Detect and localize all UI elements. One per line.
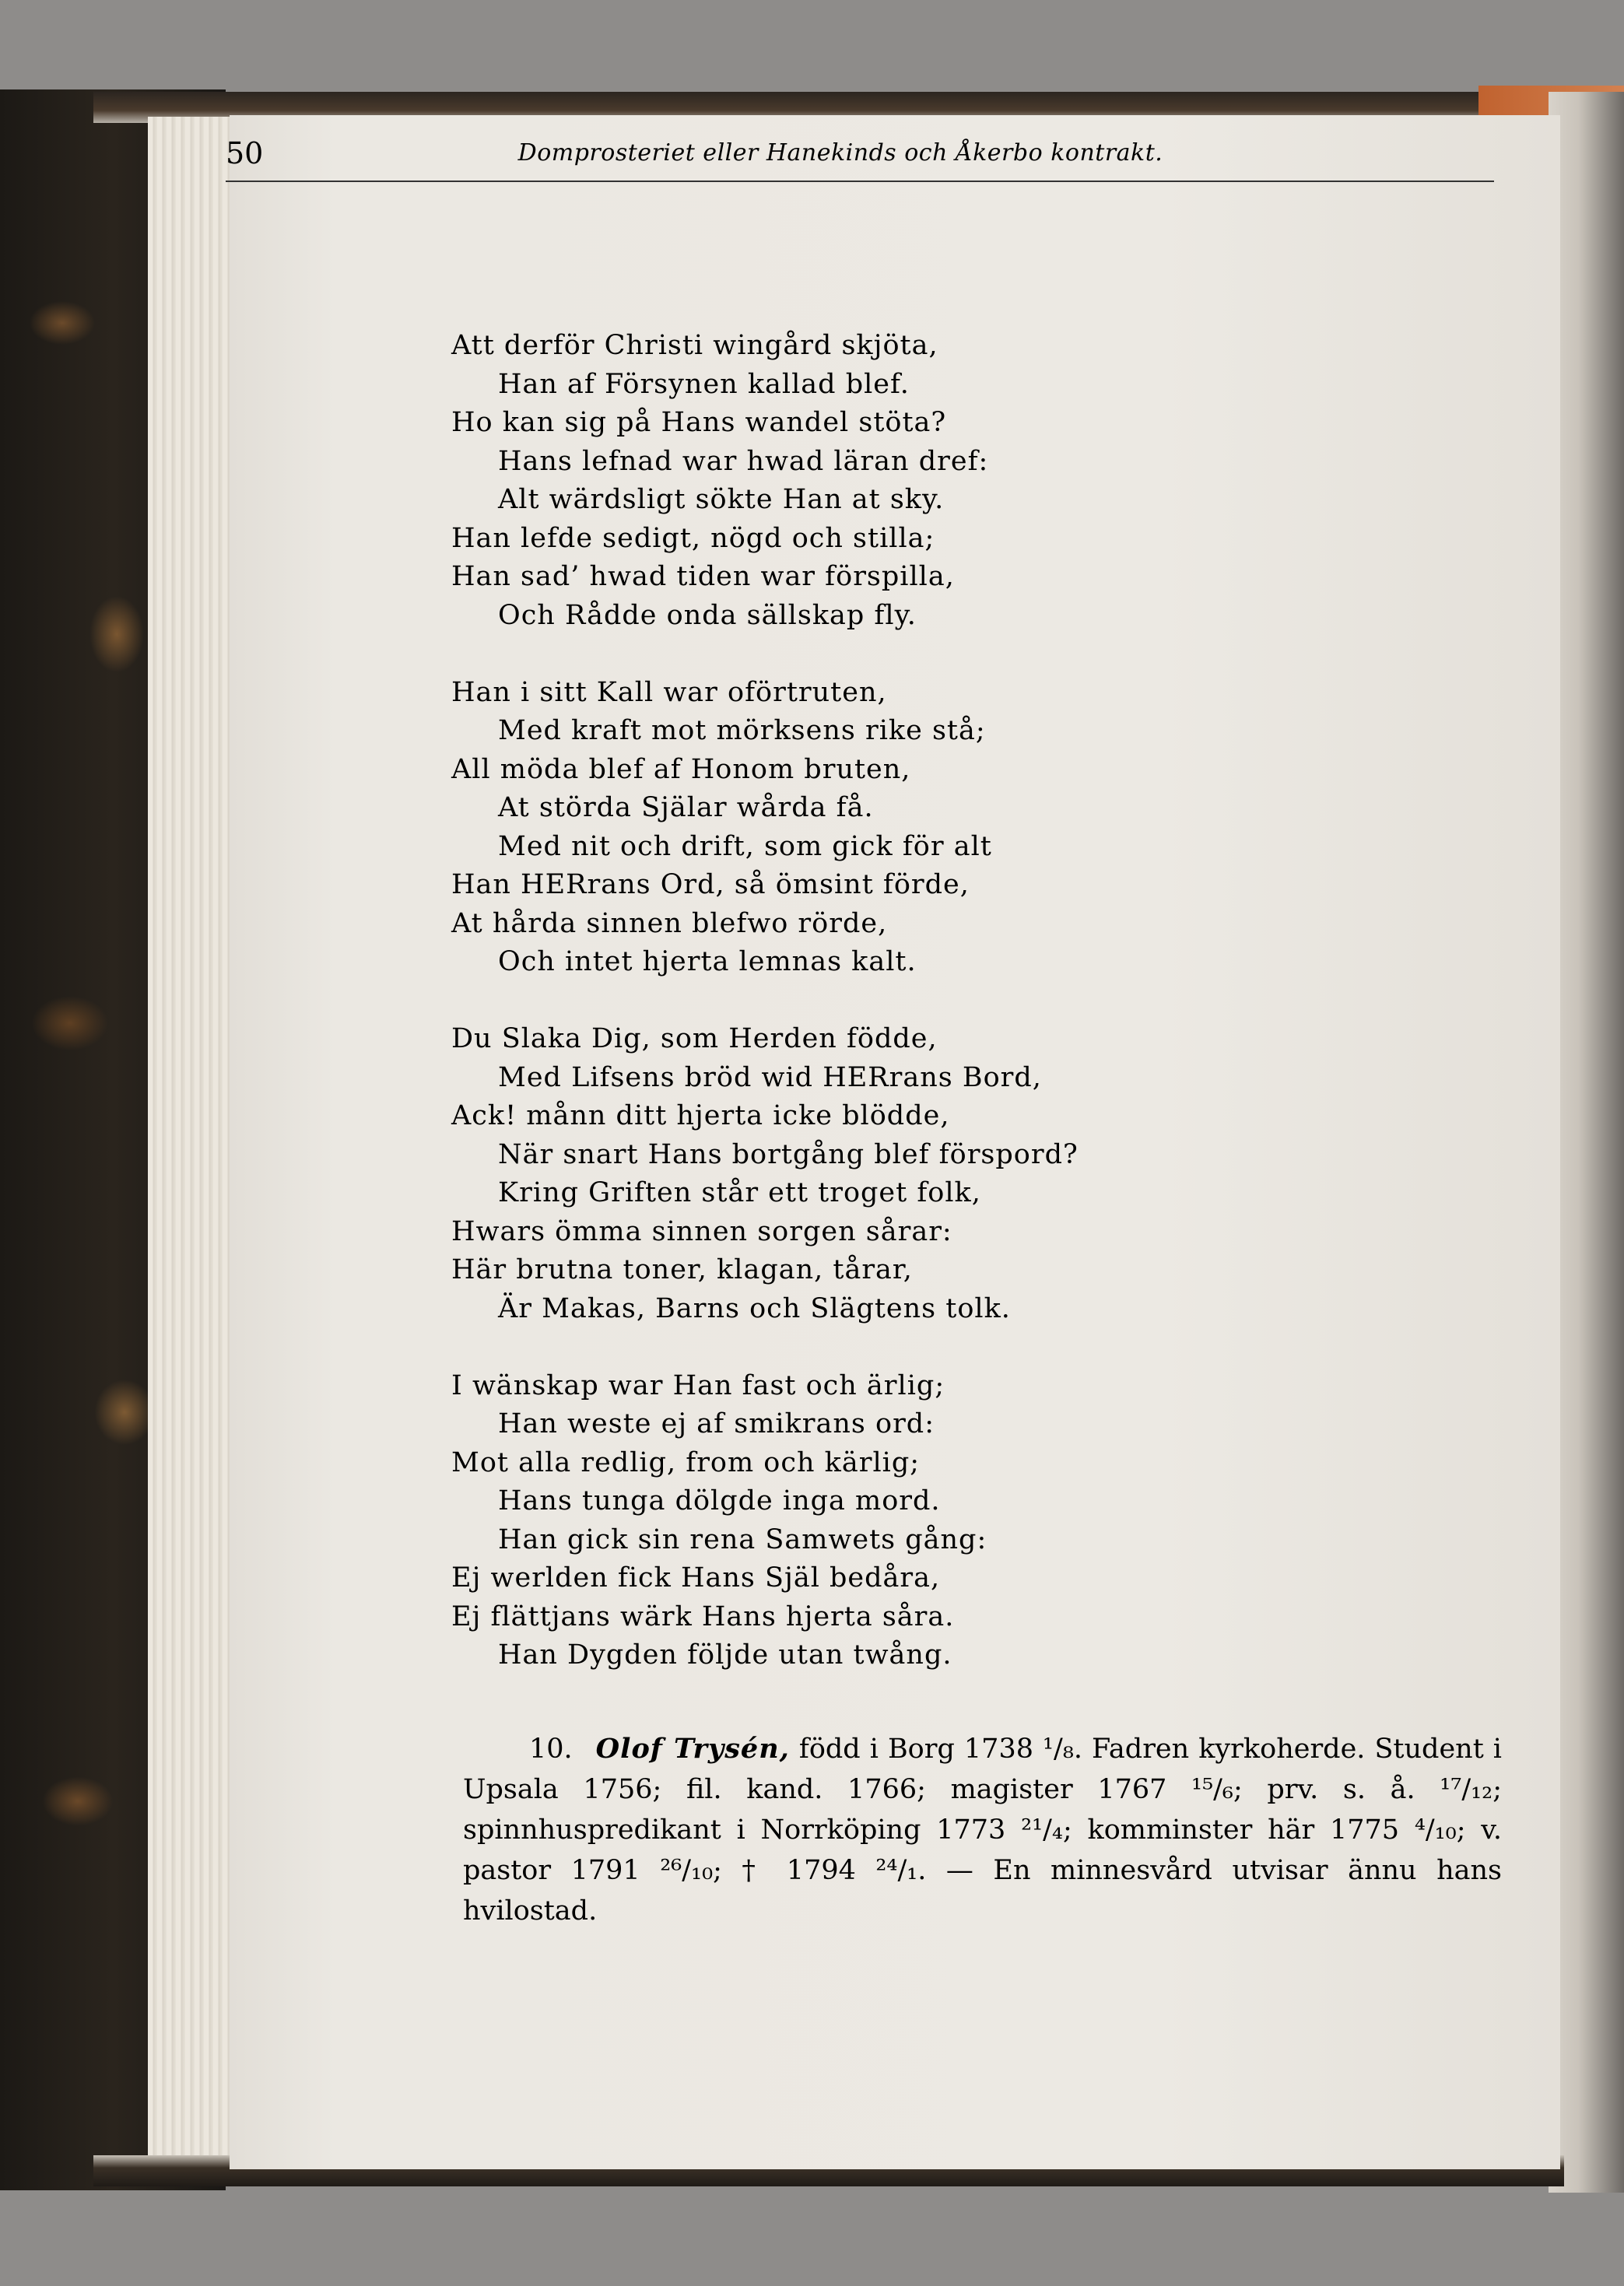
poem-stanza bbox=[451, 1367, 1541, 1675]
poem-stanza bbox=[451, 674, 1541, 982]
poem-line: Han sad’ hwad tiden war förspilla, bbox=[451, 561, 955, 592]
poem-line: Att derför Christi wingård skjöta, bbox=[451, 330, 938, 361]
poem-line: I wänskap war Han fast och ärlig; bbox=[451, 1369, 945, 1401]
page-block-edges bbox=[148, 117, 233, 2171]
poem-line: Med kraft mot mörksens rike stå; bbox=[498, 715, 986, 746]
poem-line: Kring Griften står ett troget folk, bbox=[498, 1177, 981, 1208]
poem-line: Han lefde sedigt, nögd och stilla; bbox=[451, 522, 935, 554]
poem-line: Han gick sin rena Samwets gång: bbox=[498, 1523, 987, 1555]
poem-stanza bbox=[451, 327, 1541, 635]
poem-line: Hans tunga dölgde inga mord. bbox=[498, 1485, 941, 1516]
poem-line: Alt wärdsligt sökte Han at sky. bbox=[498, 484, 945, 515]
poem bbox=[451, 327, 1541, 1713]
poem-line: Han weste ej af smikrans ord: bbox=[498, 1408, 935, 1439]
page-number: 50 bbox=[226, 136, 264, 170]
poem-line: Hans lefnad war hwad läran dref: bbox=[498, 445, 989, 477]
entry-number: 10. bbox=[529, 1734, 573, 1765]
poem-line: Ack! månn ditt hjerta icke blödde, bbox=[451, 1100, 950, 1131]
poem-line: Ho kan sig på Hans wandel stöta? bbox=[451, 407, 947, 438]
poem-line: Och intet hjerta lemnas kalt. bbox=[498, 946, 917, 977]
poem-line: Och Rådde onda sällskap fly. bbox=[498, 599, 917, 631]
poem-line: Här brutna toner, klagan, tårar, bbox=[451, 1254, 913, 1285]
biography-entry bbox=[463, 1729, 1502, 1931]
poem-line: Ej werlden fick Hans Själ bedåra, bbox=[451, 1562, 941, 1594]
poem-line: Han HERrans Ord, så ömsint förde, bbox=[451, 869, 970, 900]
poem-line: När snart Hans bortgång blef förspord? bbox=[498, 1138, 1079, 1170]
poem-line: Med nit och drift, som gick för alt bbox=[498, 830, 992, 862]
poem-line: At störda Själar wårda få. bbox=[498, 792, 874, 823]
running-title: Domprosteriet eller Hanekinds och Åkerbo kontrakt. bbox=[517, 139, 1163, 167]
poem-line: Han af Försynen kallad blef. bbox=[498, 368, 910, 400]
page-header bbox=[226, 134, 1494, 182]
entry-name: Olof Trysén, bbox=[595, 1733, 790, 1765]
poem-line: At hårda sinnen blefwo rörde, bbox=[451, 907, 888, 939]
poem-line: Du Slaka Dig, som Herden födde, bbox=[451, 1023, 938, 1054]
poem-line: Han Dygden följde utan twång. bbox=[498, 1639, 952, 1671]
poem-line: All möda blef af Honom bruten, bbox=[451, 753, 911, 785]
poem-line: Han i sitt Kall war oförtruten, bbox=[451, 676, 887, 708]
poem-line: Med Lifsens bröd wid HERrans Bord, bbox=[498, 1061, 1042, 1093]
poem-line: Ej flättjans wärk Hans hjerta såra. bbox=[451, 1601, 955, 1632]
poem-line: Mot alla redlig, from och kärlig; bbox=[451, 1446, 921, 1478]
poem-line: Hwars ömma sinnen sorgen sårar: bbox=[451, 1215, 952, 1247]
poem-stanza bbox=[451, 1020, 1541, 1328]
entry-text: född i Borg 1738 ¹/₈. Fadren kyrkoherde. Student i Upsala 1756; fil. kand. 1766; magister 1767 ¹⁵/₆; prv. s. å. ¹⁷/₁₂; spinnhuspredikant i Norrköping 1773 ²¹/₄; komminster här 1775 ⁴/₁₀; v. pastor 1791 ²⁶/₁₀; † 1794 ²⁴/₁. — En minnesvård utvisar ännu hans hvilostad. bbox=[463, 1734, 1502, 1927]
poem-line: Är Makas, Barns och Slägtens tolk. bbox=[498, 1292, 1011, 1324]
